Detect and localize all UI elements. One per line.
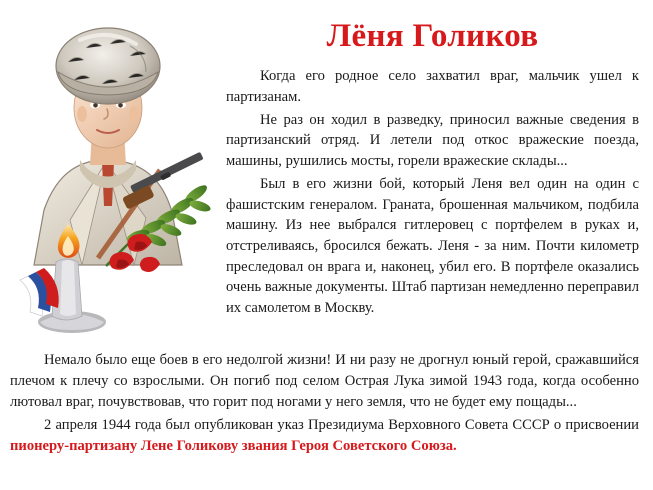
- final-paragraph-lead: 2 апреля 1944 года был опубликован указ Президиума Верховного Совета СССР о присвоении: [44, 417, 639, 433]
- portrait-illustration-svg: [10, 10, 222, 340]
- paragraph-3: Был в его жизни бой, который Леня вел один на один с фашистским генералом. Граната, брошенная мальчиком, подбила машину. Из нее выбрался гитлеровец с портфелем в руках и, отстреливаясь, бросился бежать. Леня - за ним. Почти километр преследовал он врага и, наконец, убил его. В портфеле оказались очень важные документы. Штаб партизан немедленно переправил их самолетом в Москву.: [226, 175, 639, 317]
- final-paragraph-highlight: пионеру-партизану Лене Голикову звания Героя Советского Союза.: [10, 438, 457, 454]
- bottom-section: [10, 350, 639, 457]
- page-title: Лёня Голиков: [326, 18, 539, 54]
- paragraph-1: Когда его родное село захватил враг, мальчик ушел к партизанам.: [226, 68, 639, 106]
- paragraph-5: [10, 415, 639, 457]
- right-column: [222, 10, 639, 319]
- paragraph-2: Не раз он ходил в разведку, приносил важные сведения в партизанский отряд. И летели под откос вражеские поезда, машины, рушились мосты, горели вражеские склады...: [226, 111, 639, 170]
- top-section: [10, 10, 639, 340]
- paragraph-4: Немало было еще боев в его недолгой жизни! И ни разу не дрогнул юный герой, сражавшийся плечом к плечу со взрослыми. Он погиб под селом Острая Лука зимой 1943 года, когда особенно лютовал враг, почувствовав, что горит под ногами у него земля, что не будет ему пощады...: [10, 352, 639, 410]
- fur-hat-shape: [56, 28, 160, 104]
- illustration: [10, 10, 222, 340]
